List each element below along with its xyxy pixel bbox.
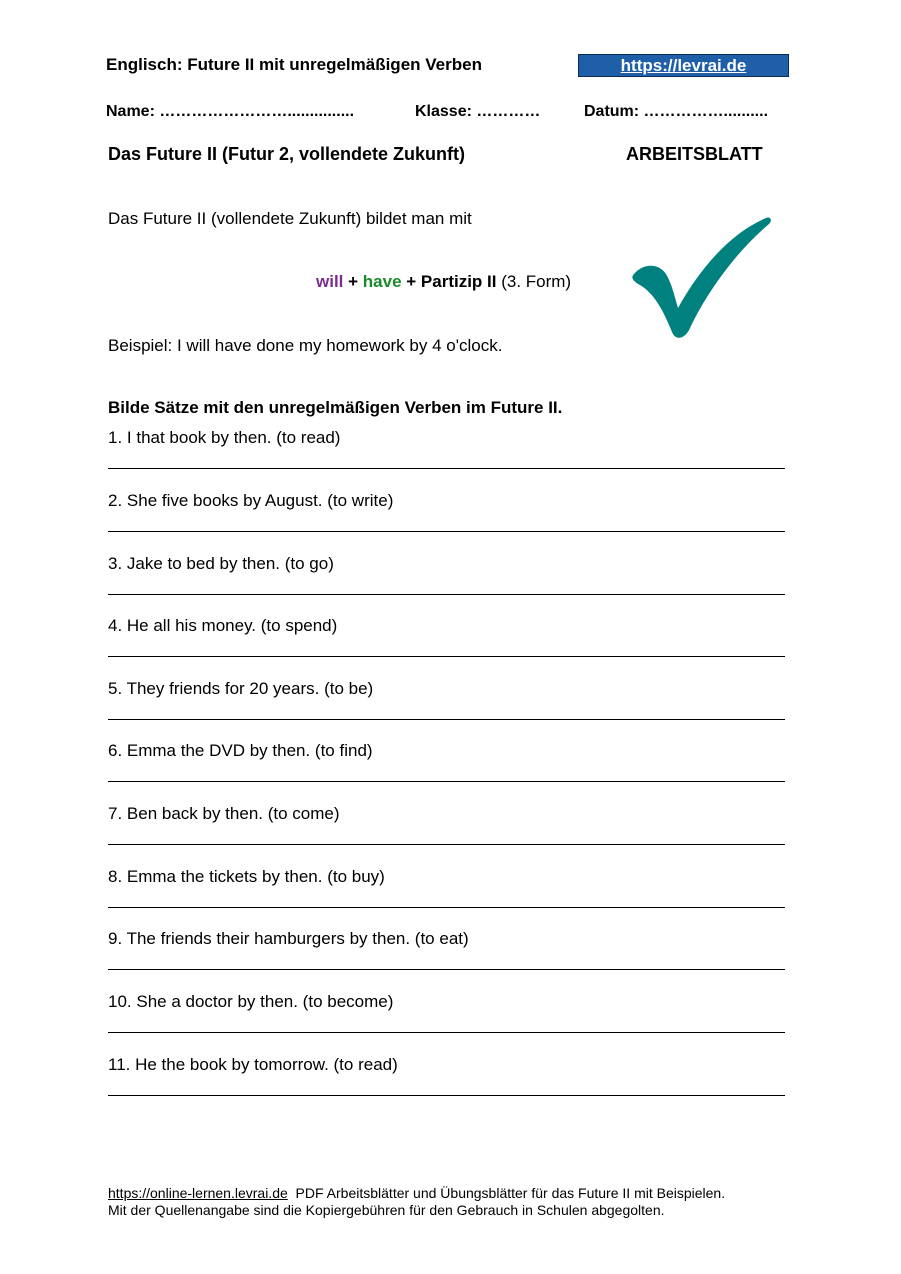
- exercise-prompt: 11. He the book by tomorrow. (to read): [108, 1055, 398, 1074]
- formula-plus: +: [343, 272, 363, 291]
- exercise-prompt: 5. They friends for 20 years. (to be): [108, 679, 374, 698]
- exercise-item: [108, 428, 788, 469]
- footer-line-1: [108, 1185, 725, 1202]
- formula-form: (3. Form): [496, 272, 572, 291]
- task-heading: Bilde Sätze mit den unregelmäßigen Verben im Future II.: [108, 398, 563, 417]
- example-text: Beispiel: I will have done my homework by 4 o'clock.: [108, 336, 503, 355]
- answer-line[interactable]: [108, 844, 785, 845]
- answer-line[interactable]: [108, 594, 785, 595]
- exercise-prompt: 2. She five books by August. (to write): [108, 491, 394, 510]
- exercise-prompt: 1. I that book by then. (to read): [108, 428, 341, 447]
- intro-text: Das Future II (vollendete Zukunft) bildet man mit: [108, 209, 472, 228]
- exercise-item: [108, 929, 788, 970]
- checkmark-icon: [628, 212, 773, 347]
- exercise-item: [108, 679, 788, 720]
- class-field: Klasse: …………: [415, 103, 541, 120]
- formula: [316, 272, 571, 292]
- date-field: Datum: ……………..........: [584, 103, 769, 120]
- exercise-item: [108, 1055, 788, 1096]
- answer-line[interactable]: [108, 907, 785, 908]
- answer-line[interactable]: [108, 656, 785, 657]
- footer-text: PDF Arbeitsblätter und Übungsblätter für das Future II mit Beispielen.: [287, 1185, 726, 1201]
- sheet-type-label: ARBEITSBLATT: [626, 144, 763, 164]
- answer-line[interactable]: [108, 969, 785, 970]
- formula-plus: +: [401, 272, 421, 291]
- page-title: Das Future II (Futur 2, vollendete Zukunft): [108, 144, 466, 164]
- exercise-prompt: 10. She a doctor by then. (to become): [108, 992, 394, 1011]
- exercise-prompt: 9. The friends their hamburgers by then. (to eat): [108, 929, 469, 948]
- exercise-item: [108, 491, 788, 532]
- answer-line[interactable]: [108, 1032, 785, 1033]
- exercise-item: [108, 741, 788, 782]
- exercise-prompt: 7. Ben back by then. (to come): [108, 804, 340, 823]
- answer-line[interactable]: [108, 1095, 785, 1096]
- name-field: Name: ……………………...............: [106, 103, 355, 120]
- exercise-prompt: 4. He all his money. (to spend): [108, 616, 338, 635]
- exercise-item: [108, 804, 788, 845]
- answer-line[interactable]: [108, 468, 785, 469]
- exercise-item: [108, 992, 788, 1033]
- answer-line[interactable]: [108, 719, 785, 720]
- exercise-item: [108, 554, 788, 595]
- formula-partizip: Partizip II: [420, 272, 497, 291]
- levrai-link[interactable]: https://levrai.de: [578, 54, 789, 77]
- worksheet-title: Englisch: Future II mit unregelmäßigen Verben: [106, 55, 482, 74]
- footer-link[interactable]: https://online-lernen.levrai.de: [108, 1185, 288, 1201]
- footer-line-2: Mit der Quellenangabe sind die Kopiergebühren für den Gebrauch in Schulen abgegolten.: [108, 1202, 665, 1218]
- exercise-prompt: 3. Jake to bed by then. (to go): [108, 554, 334, 573]
- formula-have: have: [362, 272, 402, 291]
- formula-will: will: [316, 272, 344, 291]
- footer: [108, 1185, 725, 1219]
- answer-line[interactable]: [108, 531, 785, 532]
- exercise-prompt: 6. Emma the DVD by then. (to find): [108, 741, 373, 760]
- exercise-prompt: 8. Emma the tickets by then. (to buy): [108, 867, 385, 886]
- exercise-item: [108, 867, 788, 908]
- answer-line[interactable]: [108, 781, 785, 782]
- exercise-item: [108, 616, 788, 657]
